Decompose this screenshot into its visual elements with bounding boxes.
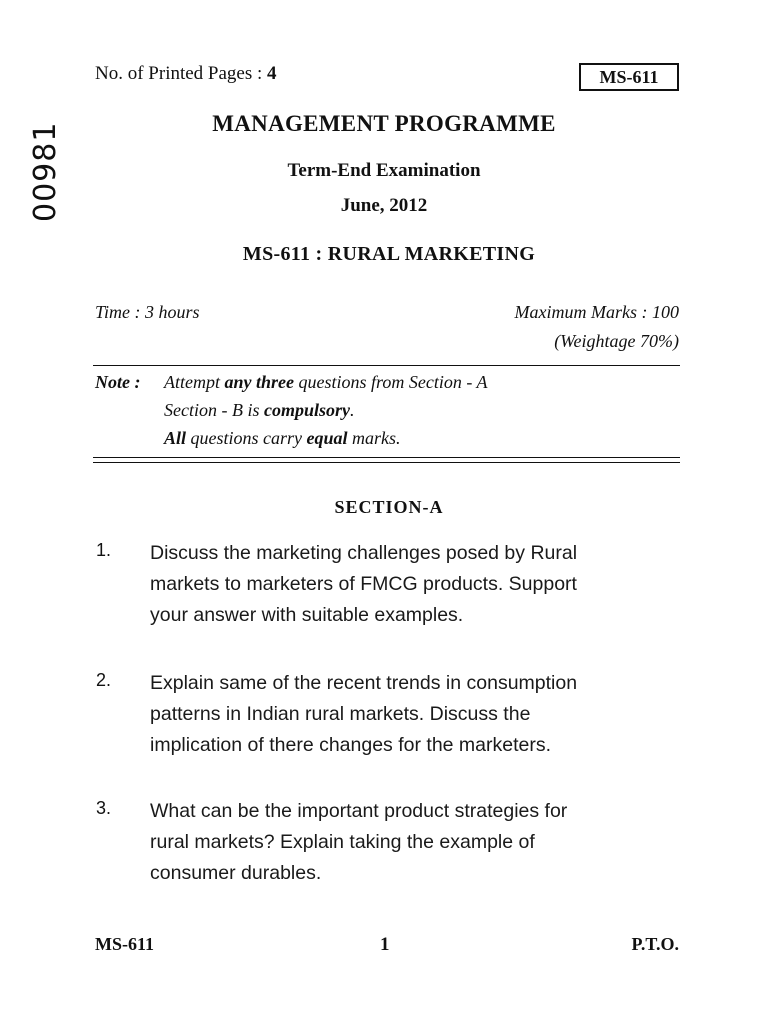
- weightage: (Weightage 70%): [554, 331, 679, 351]
- note-text: questions from Section - A: [294, 372, 488, 392]
- question-text: [150, 668, 626, 761]
- divider-top: [93, 365, 680, 366]
- divider-bottom: [93, 457, 680, 458]
- section-heading: SECTION-A: [334, 497, 444, 517]
- note-label-text: Note :: [95, 372, 141, 392]
- question-line: What can be the important product strategies for: [150, 800, 568, 822]
- time-allowed: Time : 3 hours: [95, 302, 200, 322]
- footer-page-number: 1: [380, 934, 390, 955]
- question-line: Explain same of the recent trends in consumption: [150, 672, 578, 694]
- exam-title: Term-End Examination: [287, 160, 481, 181]
- question-line: consumer durables.: [150, 862, 322, 884]
- serial-number: 00981: [28, 121, 63, 222]
- exam-date: June, 2012: [340, 195, 428, 216]
- printed-pages-value: 4: [267, 63, 277, 84]
- question-line: rural markets? Explain taking the example of: [150, 831, 535, 853]
- question-number: 3.: [96, 798, 112, 818]
- note-text: Attempt: [164, 372, 225, 392]
- programme-title: MANAGEMENT PROGRAMME: [212, 111, 556, 136]
- question-text: [150, 796, 626, 889]
- question-line: your answer with suitable examples.: [150, 604, 464, 626]
- note-text: Section - B is: [164, 400, 264, 420]
- printed-pages-label: No. of Printed Pages :: [95, 63, 268, 84]
- footer-course-code: MS-611: [95, 934, 155, 954]
- note-line-2: [164, 400, 355, 421]
- question-line: patterns in Indian rural markets. Discuss the: [150, 703, 531, 725]
- note-line-1: [164, 372, 487, 393]
- course-code-box: MS-611: [579, 63, 679, 91]
- question-line: markets to marketers of FMCG products. Support: [150, 573, 577, 595]
- note-emphasis: compulsory: [263, 400, 350, 420]
- divider-bottom-thin: [93, 462, 680, 463]
- note-line-3: [164, 428, 401, 449]
- note-text: .: [350, 400, 355, 420]
- question-text: [150, 538, 626, 631]
- question-number: 2.: [96, 670, 112, 690]
- question-line: implication of there changes for the marketers.: [150, 734, 552, 756]
- note-emphasis: equal: [306, 428, 348, 448]
- question-number: 1.: [96, 540, 112, 560]
- note-text: marks.: [347, 428, 401, 448]
- printed-pages: [95, 63, 277, 85]
- question-line: Discuss the marketing challenges posed by Rural: [150, 542, 578, 564]
- maximum-marks: Maximum Marks : 100: [514, 302, 679, 322]
- note-label: [95, 372, 140, 393]
- note-text: questions carry: [186, 428, 307, 448]
- footer-pto: P.T.O.: [631, 934, 679, 954]
- note-emphasis: All: [164, 428, 187, 448]
- note-emphasis: any three: [224, 372, 294, 392]
- course-title: MS-611 : RURAL MARKETING: [242, 243, 536, 265]
